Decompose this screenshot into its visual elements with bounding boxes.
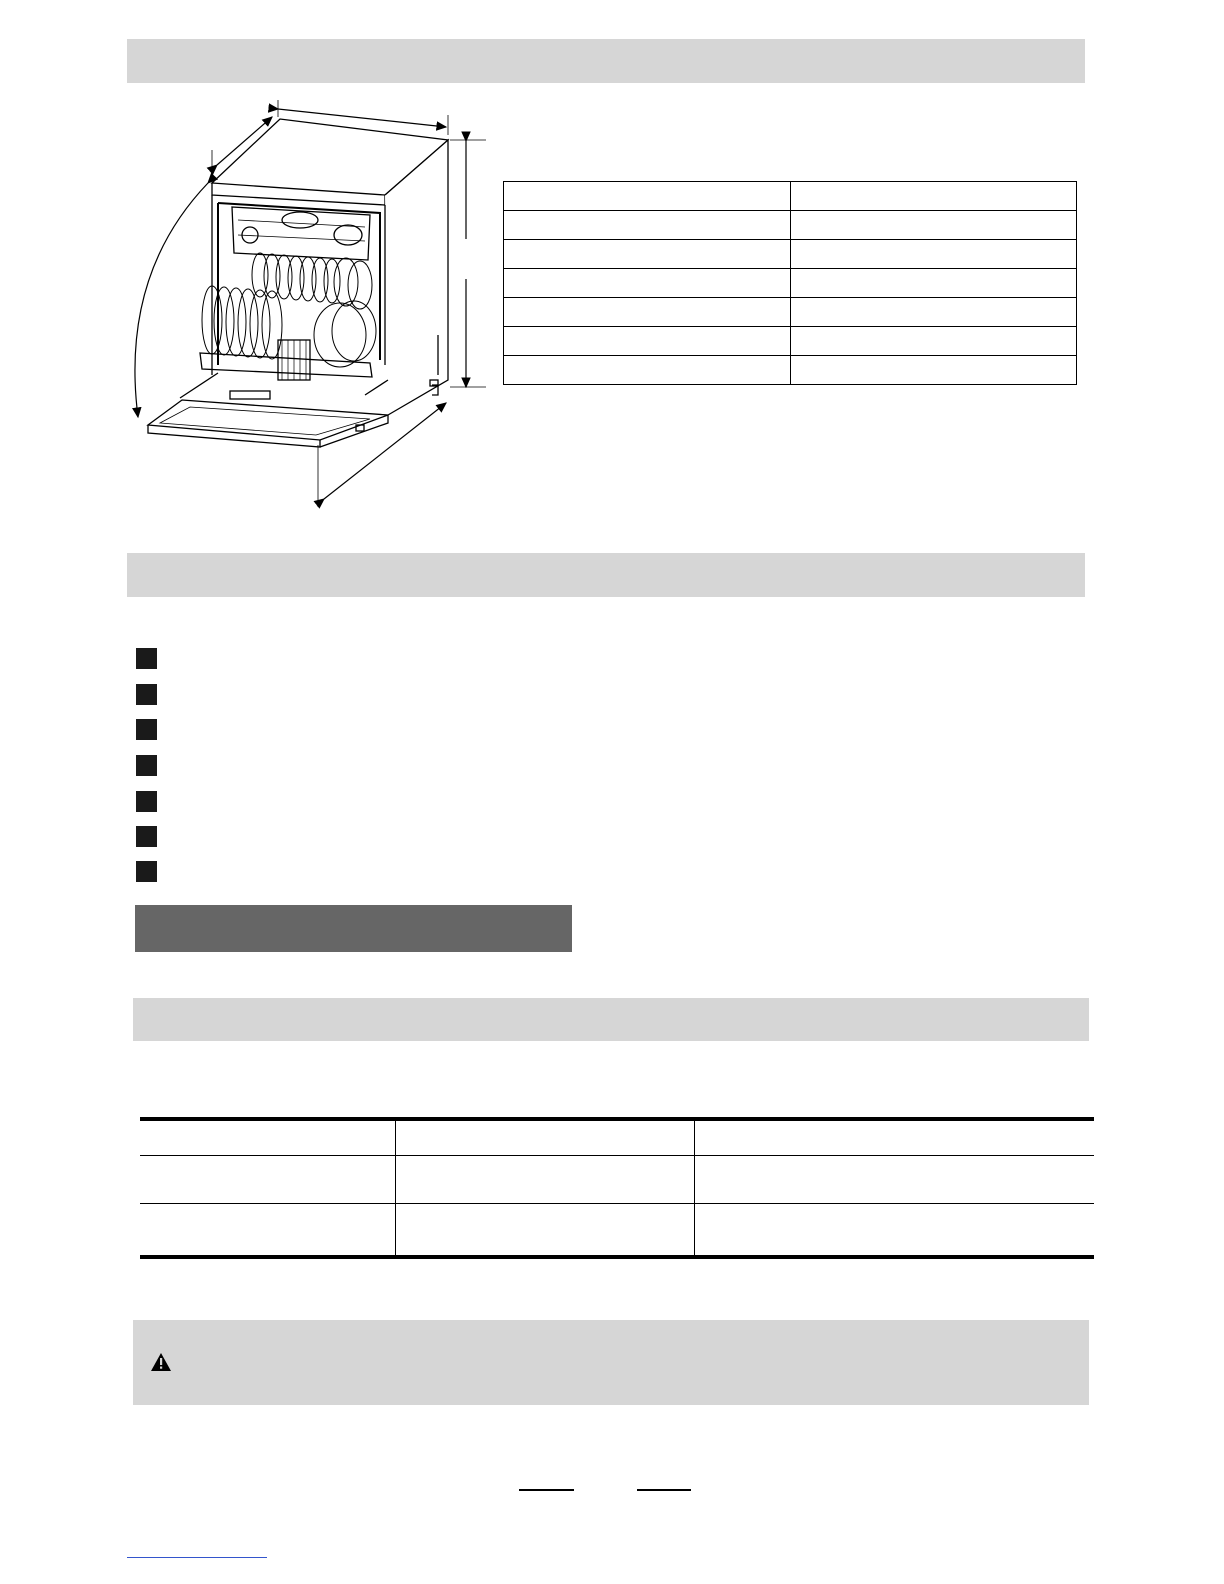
data-table [140,1117,1094,1259]
column-header [396,1119,695,1156]
table-row [140,1156,1094,1204]
spec-value [791,211,1077,240]
spec-row [504,298,1077,327]
table-cell [396,1204,695,1258]
dishwasher-dimensions-diagram [120,95,500,515]
table-cell [695,1204,1095,1258]
footer-link-underline[interactable] [127,1557,267,1558]
table-cell [695,1156,1095,1204]
spec-value [791,327,1077,356]
spec-label [504,182,791,211]
spec-row [504,240,1077,269]
warning-triangle-icon [150,1352,172,1372]
table-row [140,1204,1094,1258]
list-item [136,719,171,739]
bullet-square-icon [136,684,157,705]
column-header [140,1119,396,1156]
spec-value [791,298,1077,327]
dark-bar-label [135,918,147,938]
bullet-square-icon [136,861,157,882]
specification-table [503,181,1077,385]
footer-underline-2 [637,1489,691,1491]
list-item [136,755,171,775]
section-header-bar-1 [127,39,1085,83]
spec-value [791,182,1077,211]
bullet-square-icon [136,755,157,776]
column-header [695,1119,1095,1156]
footer-underline-1 [519,1489,574,1491]
section-title-3 [133,1009,147,1031]
bullet-square-icon [136,648,157,669]
upper-rack [232,207,370,260]
bullet-square-icon [136,719,157,740]
list-item [136,826,171,846]
spec-row [504,211,1077,240]
section-title-1 [127,50,141,72]
spec-label [504,327,791,356]
section-title-2 [127,564,141,586]
section-header-bar-3 [133,998,1089,1041]
list-item [136,684,171,704]
table-header-row [140,1119,1094,1156]
dark-label-bar [135,905,572,952]
open-door [148,400,388,440]
table-cell [140,1204,396,1258]
spec-label [504,240,791,269]
list-item [136,791,171,811]
spec-label [504,356,791,385]
list-item [136,648,171,668]
table-cell [140,1156,396,1204]
lower-rack [200,353,372,377]
section-header-bar-2 [127,553,1085,597]
bullet-square-icon [136,826,157,847]
spec-row [504,356,1077,385]
spec-label [504,211,791,240]
spec-value [791,356,1077,385]
spec-row [504,269,1077,298]
detergent-dispenser [230,391,270,399]
list-item [136,861,171,881]
spec-label [504,298,791,327]
spec-value [791,240,1077,269]
bullet-square-icon [136,791,157,812]
spec-row [504,327,1077,356]
table-cell [396,1156,695,1204]
spec-label [504,269,791,298]
warning-box [133,1320,1089,1405]
spec-row [504,182,1077,211]
spec-value [791,269,1077,298]
